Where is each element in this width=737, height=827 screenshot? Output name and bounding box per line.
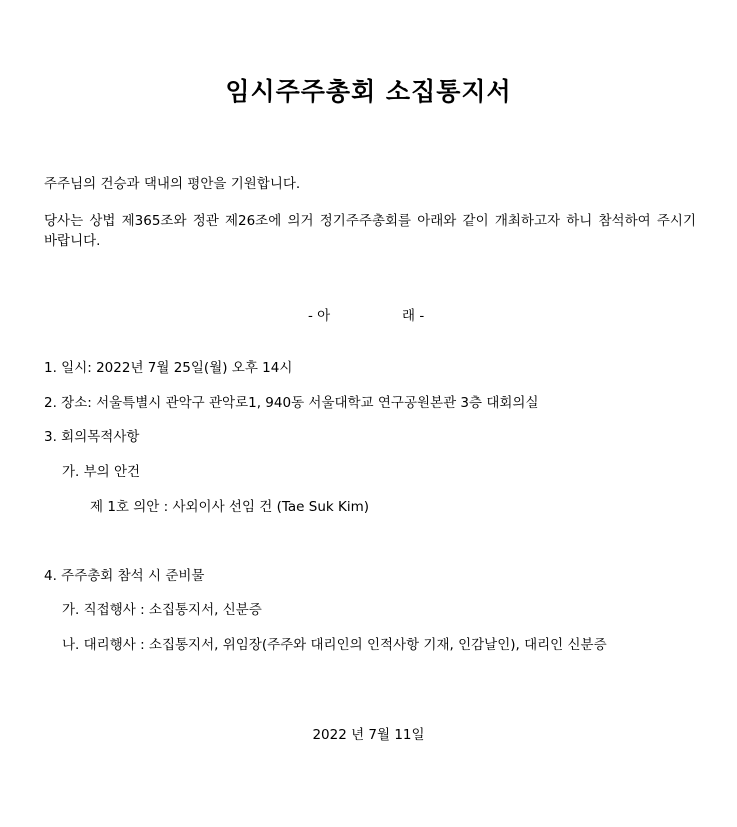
document-title: 임시주주총회 소집통지서 [225, 77, 512, 106]
item-requirements: 4. 주주총회 참석 시 준비물 [44, 568, 205, 584]
greeting-text: 주주님의 건승과 댁내의 평안을 기원합니다. [44, 176, 301, 192]
document-date: 2022 년 7월 11일 [312, 727, 425, 743]
item-schedule: 1. 일시: 2022년 7월 25일(월) 오후 14시 [44, 360, 293, 376]
item-agenda: 3. 회의목적사항 [44, 429, 140, 445]
item-requirements-direct: 가. 직접행사 : 소집통지서, 신분증 [62, 602, 262, 618]
item-requirements-proxy: 나. 대리행사 : 소집통지서, 위임장(주주와 대리인의 인적사항 기재, 인감날인), 대리인 신분증 [62, 637, 607, 653]
heading-left: - 아 [308, 308, 331, 324]
item-agenda-sub: 가. 부의 안건 [62, 464, 141, 480]
item-agenda-proposal: 제 1호 의안 : 사외이사 선임 건 (Tae Suk Kim) [90, 499, 370, 515]
heading-right: 래 - [402, 308, 425, 324]
item-location: 2. 장소: 서울특별시 관악구 관악로1, 940동 서울대학교 연구공원본관 3층 대회의실 [44, 395, 539, 411]
intro-paragraph: 당사는 상법 제365조와 정관 제26조에 의거 정기주주총회를 아래와 같이 개최하고자 하니 참석하여 주시기 바랍니다. [44, 213, 696, 249]
